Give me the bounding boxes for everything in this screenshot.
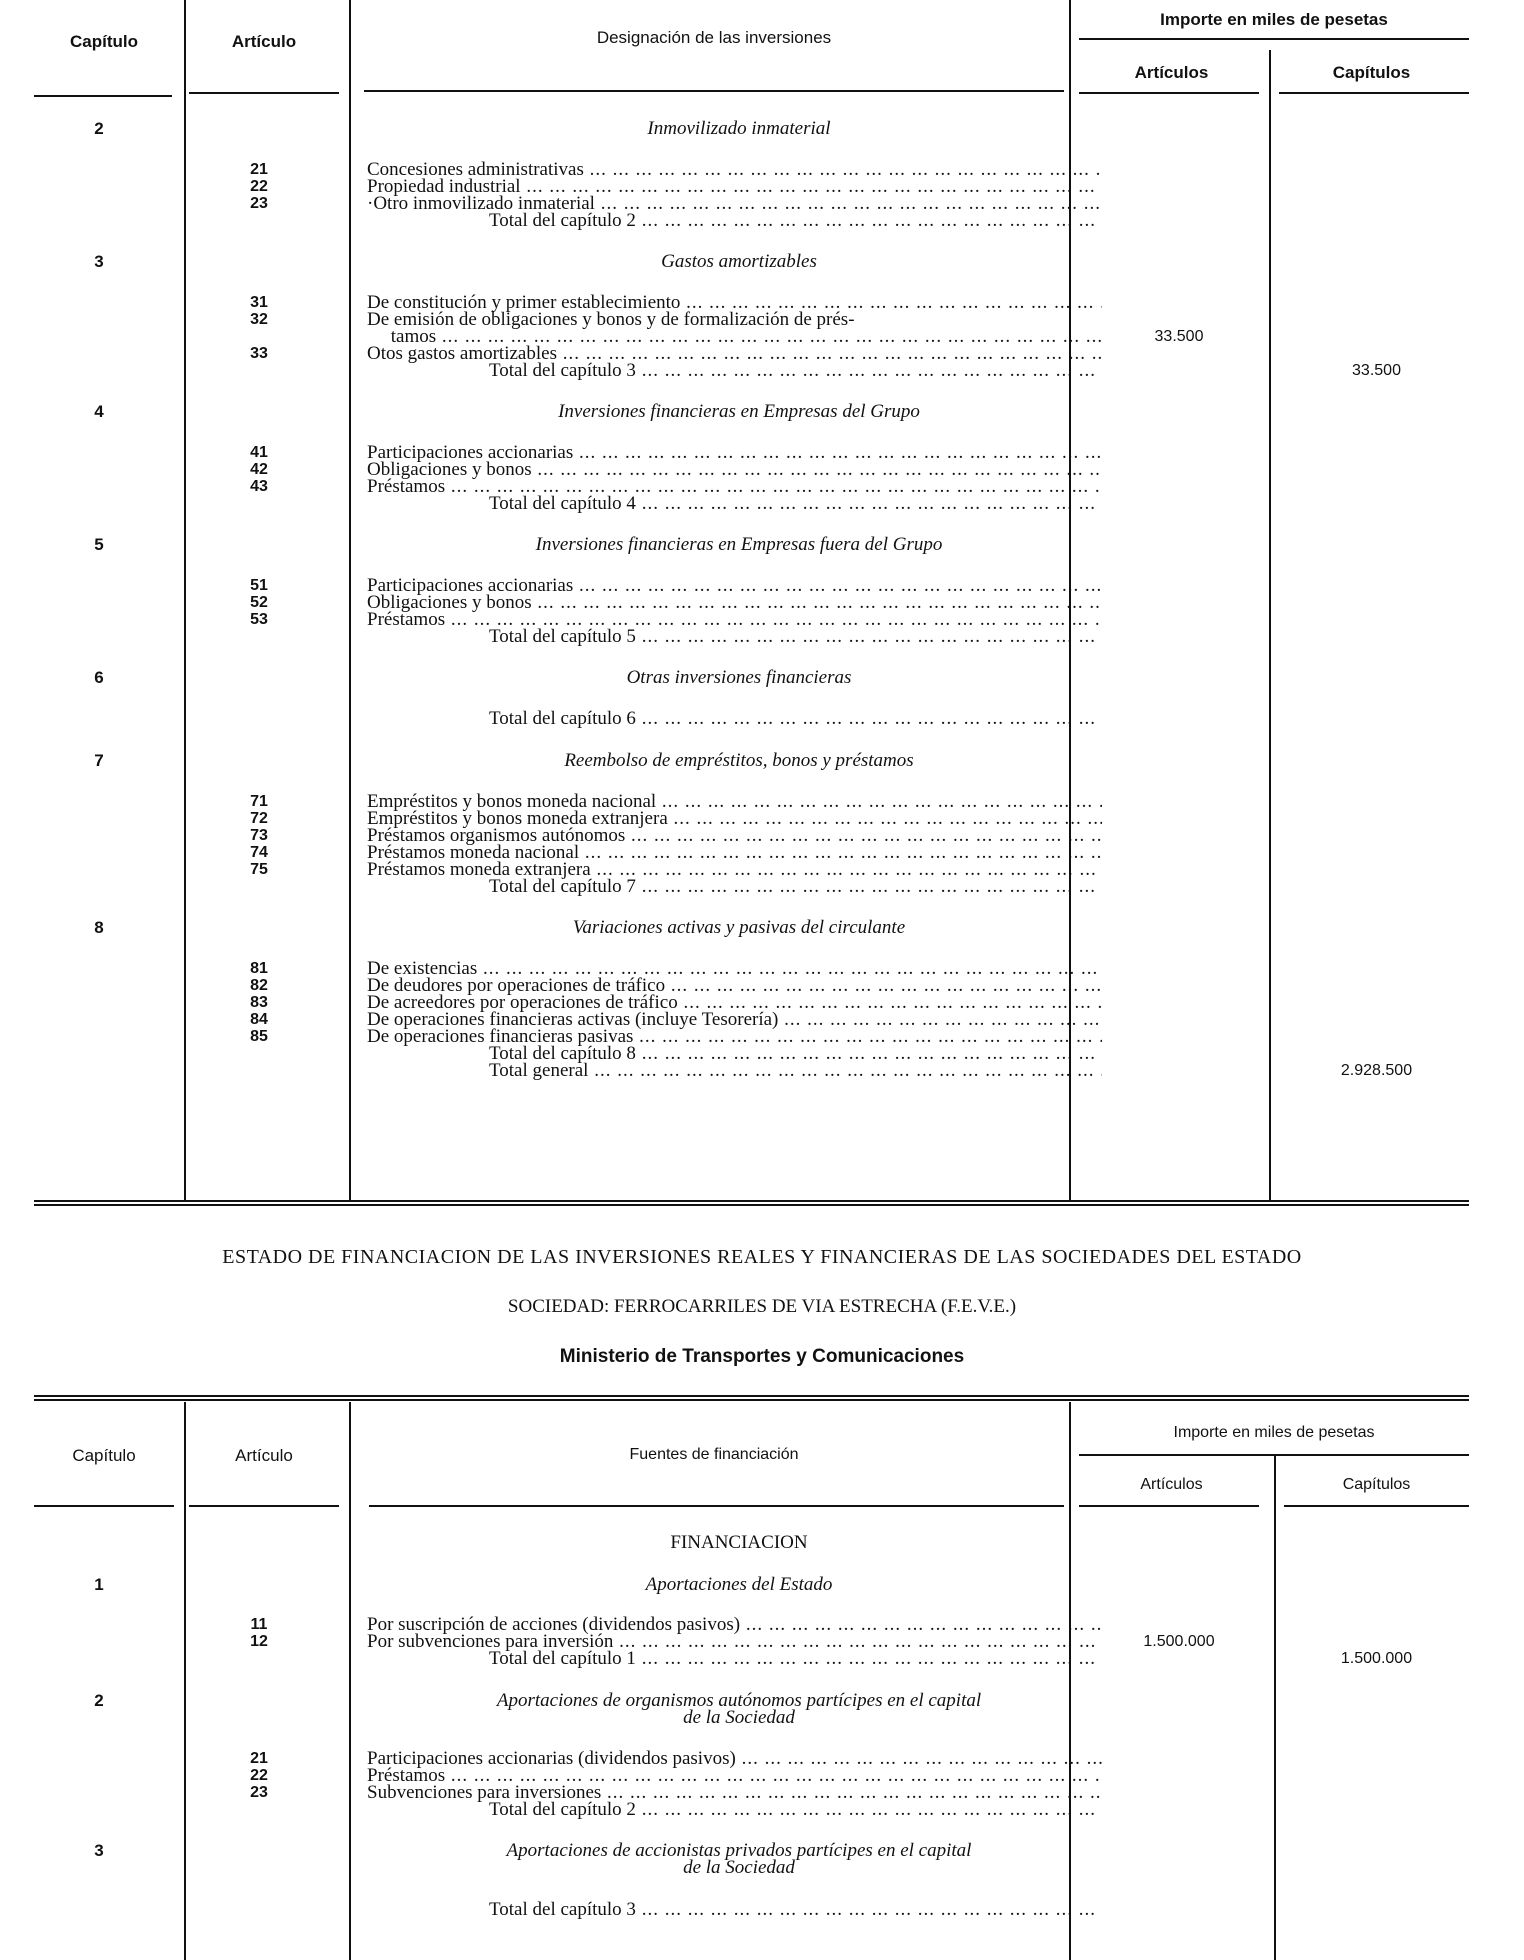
chapter-title-row: [34, 118, 1469, 139]
article-number: 21: [250, 161, 268, 178]
total-label: Total del capítulo 6 ... .: [489, 708, 1102, 729]
chapter-title-row: [34, 1574, 1469, 1595]
article-number: 75: [250, 861, 268, 878]
total-label: Total del capítulo 7 ... .: [489, 876, 1102, 897]
header-rule: [364, 90, 1064, 92]
chapter-title: de la Sociedad: [683, 1857, 795, 1878]
total-label: Total del capítulo 5 ... .: [489, 626, 1102, 647]
header-rule: [1279, 92, 1469, 94]
header-rule: [1079, 92, 1259, 94]
item-description: Préstamos ... .: [367, 1765, 1102, 1786]
chapter-title-row: [34, 251, 1469, 272]
chapter-title-row: [34, 1707, 1469, 1728]
header-rule: [1079, 1454, 1469, 1456]
total-label: Total del capítulo 3 ... .: [489, 1899, 1102, 1920]
item-description: De acreedores por operaciones de tráfico ... .: [367, 992, 1102, 1013]
chapter-title-row: [34, 1857, 1469, 1878]
article-number: 52: [250, 594, 268, 611]
article-number: 11: [250, 1616, 268, 1633]
item-description: Préstamos ... .: [367, 476, 1102, 497]
item-description: ·Otro inmovilizado inmaterial ... .: [367, 193, 1102, 214]
ministry-name: Ministerio de Transportes y Comunicaciones: [559, 1346, 965, 1367]
financing-table: [34, 1402, 1469, 1960]
chapter-title-row: [34, 667, 1469, 688]
chapter-number: 6: [94, 668, 104, 687]
header-designacion: Designación de las inversiones: [596, 28, 832, 47]
total-row: [34, 210, 1469, 231]
total-label: Total general ... .: [489, 1060, 1102, 1081]
article-number: 21: [250, 1750, 268, 1767]
chapter-title-row: [34, 401, 1469, 422]
chapter-title: Inmovilizado inmaterial: [647, 118, 831, 139]
chapter-number: 3: [94, 1841, 104, 1860]
chapter-title: Inversiones financieras en Empresas del Grupo: [558, 401, 920, 422]
item-description: Préstamos ... .: [367, 609, 1102, 630]
total-row: [34, 708, 1469, 729]
header-fuentes: Fuentes de financiación: [629, 1446, 799, 1463]
header-rule: [369, 1505, 1064, 1507]
chapter-title: Aportaciones del Estado: [645, 1574, 833, 1595]
chapter-number: 5: [94, 535, 104, 554]
chapter-amount: 33.500: [1352, 362, 1401, 379]
item-description: Empréstitos y bonos moneda extranjera ... .: [367, 808, 1102, 829]
chapter-title-row: [34, 750, 1469, 771]
article-amount: 33.500: [1154, 328, 1204, 345]
chapter-number: 3: [94, 252, 104, 271]
item-description: Obligaciones y bonos ... .: [367, 592, 1102, 613]
chapter-title: FINANCIACION: [670, 1532, 808, 1553]
item-description: Propiedad industrial ... .: [367, 176, 1102, 197]
total-label: Total del capítulo 4 ... .: [489, 493, 1102, 514]
item-description: Préstamos organismos autónomos ... .: [367, 825, 1102, 846]
company-name: SOCIEDAD: FERROCARRILES DE VIA ESTRECHA (F.E.V.E.): [507, 1296, 1017, 1317]
article-number: 82: [250, 977, 268, 994]
item-description: Préstamos moneda nacional ... .: [367, 842, 1102, 863]
item-description: Participaciones accionarias ... .: [367, 442, 1102, 463]
chapter-title: Aportaciones de accionistas privados partícipes en el capital: [506, 1840, 972, 1861]
header-rule: [1284, 1505, 1469, 1507]
item-description: De operaciones financieras pasivas ... .: [367, 1026, 1102, 1047]
total-row: [34, 360, 1469, 381]
header-capitulo: Capítulo: [70, 32, 138, 51]
chapter-number: 2: [94, 1691, 104, 1710]
item-description: De constitución y primer establecimiento ... .: [367, 292, 1102, 313]
chapter-title: Aportaciones de organismos autónomos partícipes en el capital: [496, 1690, 982, 1711]
chapter-number: 8: [94, 918, 104, 937]
article-number: 33: [250, 345, 268, 362]
item-description: Participaciones accionarias ... .: [367, 575, 1102, 596]
article-number: 74: [250, 844, 268, 861]
article-number: 53: [250, 611, 268, 628]
article-number: 42: [250, 461, 268, 478]
total-label: Total del capítulo 3 ... .: [489, 360, 1102, 381]
total-label: Total del capítulo 8 ... .: [489, 1043, 1102, 1064]
header-rule: [34, 95, 172, 97]
header-capitulos: Capítulos: [1342, 1476, 1411, 1493]
chapter-title-row: [34, 917, 1469, 938]
article-number: 51: [250, 577, 268, 594]
chapter-amount: 2.928.500: [1340, 1062, 1413, 1079]
article-number: 23: [250, 195, 268, 212]
header-capitulo: Capítulo: [72, 1446, 136, 1465]
item-description: Obligaciones y bonos ... .: [367, 459, 1102, 480]
chapter-title: de la Sociedad: [683, 1707, 795, 1728]
header-importe: Importe en miles de pesetas: [1173, 1424, 1375, 1441]
total-label: Total del capítulo 1 ... .: [489, 1648, 1102, 1669]
chapter-title-row: [34, 1532, 1469, 1553]
total-row: [34, 1648, 1469, 1669]
article-number: 73: [250, 827, 268, 844]
total-row: [34, 876, 1469, 897]
article-number: 41: [250, 444, 268, 461]
article-number: 23: [250, 1784, 268, 1801]
item-description: tamos ... .: [367, 326, 1102, 347]
chapter-amount: 1.500.000: [1340, 1650, 1413, 1667]
total-row: [34, 1899, 1469, 1920]
article-number: 32: [250, 311, 268, 328]
header-rule: [189, 1505, 339, 1507]
article-number: 43: [250, 478, 268, 495]
total-label: Total del capítulo 2 ... .: [489, 1799, 1102, 1820]
item-description: Concesiones administrativas ... .: [367, 159, 1102, 180]
article-number: 81: [250, 960, 268, 977]
article-amount: 1.500.000: [1143, 1633, 1215, 1650]
article-number: 71: [250, 793, 268, 810]
chapter-title: Gastos amortizables: [661, 251, 817, 272]
chapter-title: Otras inversiones financieras: [626, 667, 852, 688]
total-row: [34, 493, 1469, 514]
double-rule: [34, 1200, 1469, 1206]
item-description: Subvenciones para inversiones ... .: [367, 1782, 1102, 1803]
header-rule: [34, 1505, 174, 1507]
article-number: 22: [250, 178, 268, 195]
item-description: Préstamos moneda extranjera ... .: [367, 859, 1102, 880]
header-articulos: Artículos: [1134, 63, 1209, 82]
item-description: De existencias ... .: [367, 958, 1102, 979]
article-number: 85: [250, 1028, 268, 1045]
chapter-number: 1: [94, 1575, 104, 1594]
chapter-number: 7: [94, 751, 104, 770]
total-row: [34, 1060, 1469, 1081]
item-description: De emisión de obligaciones y bonos y de formalización de prés-: [367, 309, 855, 330]
header-rule: [189, 92, 339, 94]
chapter-title: Reembolso de empréstitos, bonos y préstamos: [564, 750, 914, 771]
item-description: De operaciones financieras activas (incluye Tesorería) ... .: [367, 1009, 1102, 1030]
item-description: Por suscripción de acciones (dividendos pasivos) ... .: [367, 1614, 1102, 1635]
header-articulo: Artículo: [235, 1446, 293, 1465]
item-description: Otos gastos amortizables ... .: [367, 343, 1102, 364]
chapter-title: Inversiones financieras en Empresas fuera del Grupo: [535, 534, 943, 555]
item-description: De deudores por operaciones de tráfico ... .: [367, 975, 1102, 996]
article-number: 83: [250, 994, 268, 1011]
article-number: 12: [250, 1633, 268, 1650]
header-importe: Importe en miles de pesetas: [1160, 10, 1388, 29]
double-rule: [34, 1395, 1469, 1401]
chapter-title: Variaciones activas y pasivas del circulante: [572, 917, 906, 938]
article-number: 72: [250, 810, 268, 827]
item-description: Participaciones accionarias (dividendos pasivos) ... .: [367, 1748, 1102, 1769]
article-number: 22: [250, 1767, 268, 1784]
chapter-number: 4: [94, 402, 104, 421]
chapter-title-row: [34, 534, 1469, 555]
article-number: 84: [250, 1011, 268, 1028]
item-description: Empréstitos y bonos moneda nacional ... .: [367, 791, 1102, 812]
header-rule: [1079, 1505, 1259, 1507]
header-capitulos: Capítulos: [1332, 63, 1411, 82]
total-row: [34, 1799, 1469, 1820]
investments-table: [34, 0, 1469, 1200]
total-row: [34, 626, 1469, 647]
header-articulo: Artículo: [231, 32, 297, 51]
item-description: Por subvenciones para inversión ... .: [367, 1631, 1102, 1652]
article-number: 31: [250, 294, 268, 311]
total-label: Total del capítulo 2 ... .: [489, 210, 1102, 231]
report-heading: ESTADO DE FINANCIACION DE LAS INVERSIONES REALES Y FINANCIERAS DE LAS SOCIEDADES DEL ESTADO: [222, 1246, 1302, 1268]
chapter-number: 2: [94, 119, 104, 138]
header-articulos: Artículos: [1140, 1476, 1203, 1493]
header-rule: [1079, 38, 1469, 40]
